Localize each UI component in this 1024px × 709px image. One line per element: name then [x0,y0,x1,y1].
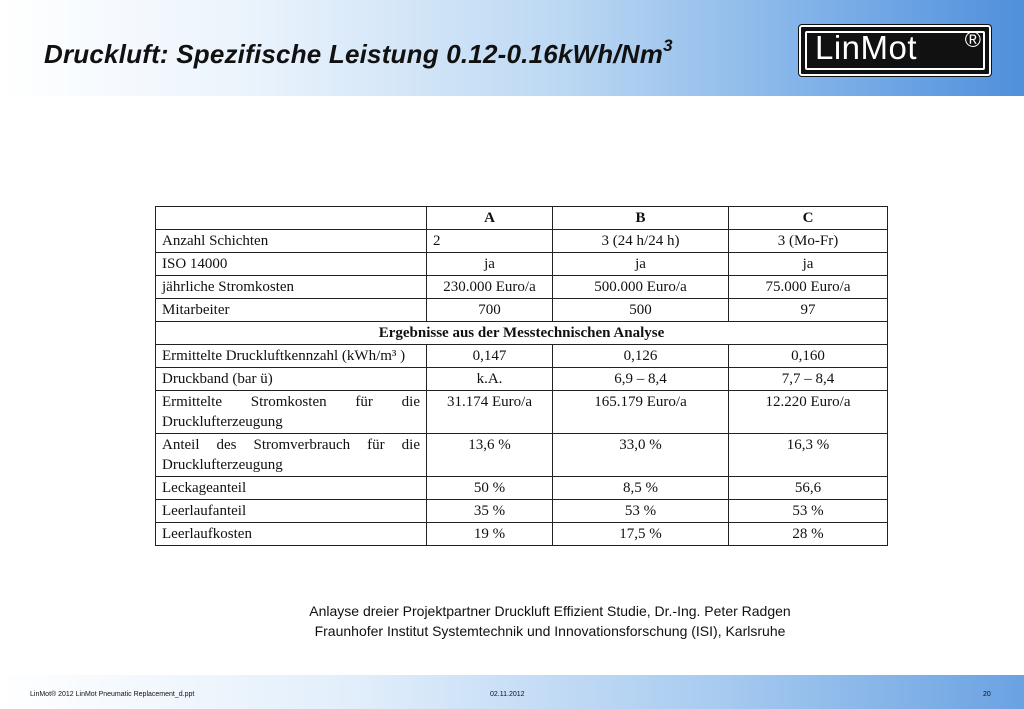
column-header: A [427,207,553,230]
table-cell: k.A. [427,368,553,391]
row-label: Ermittelte Druckluftkennzahl (kWh/m³ ) [156,345,427,368]
table-row [156,276,888,299]
row-label: Anteil des Stromverbrauch für die Drucklufterzeugung [156,434,427,477]
table-cell: ja [553,253,729,276]
row-label: Ermittelte Stromkosten für die Drucklufterzeugung [156,391,427,434]
table-row [156,253,888,276]
slide-title-text: Druckluft: Spezifische Leistung 0.12-0.16kWh/Nm [44,39,664,69]
table-header-row [156,207,888,230]
table-cell: 28 % [729,523,888,546]
row-label: Mitarbeiter [156,299,427,322]
table-row [156,299,888,322]
table-cell: 16,3 % [729,434,888,477]
column-header: C [729,207,888,230]
registered-mark-icon: ® [964,27,981,52]
table-cell: 12.220 Euro/a [729,391,888,434]
table-cell: ja [729,253,888,276]
row-label: Leckageanteil [156,477,427,500]
table-row [156,368,888,391]
table-cell: 53 % [553,500,729,523]
table-cell: 0,147 [427,345,553,368]
table-cell: 19 % [427,523,553,546]
table-cell: 97 [729,299,888,322]
slide-title-superscript: 3 [663,36,673,55]
section-header-row [156,322,888,345]
table-cell: 230.000 Euro/a [427,276,553,299]
table-cell: 500.000 Euro/a [553,276,729,299]
table-cell: 17,5 % [553,523,729,546]
caption-line-2: Fraunhofer Institut Systemtechnik und Innovationsforschung (ISI), Karlsruhe [314,623,786,639]
table-cell: 6,9 – 8,4 [553,368,729,391]
column-header [156,207,427,230]
footer-date: 02.11.2012 [490,691,525,698]
table-cell: 0,126 [553,345,729,368]
slide-title [44,36,673,70]
table-cell: 0,160 [729,345,888,368]
comparison-table [155,206,888,546]
table-cell: 165.179 Euro/a [553,391,729,434]
column-header: B [553,207,729,230]
table-row [156,523,888,546]
table-row [156,345,888,368]
table-cell: 13,6 % [427,434,553,477]
table-cell: ja [427,253,553,276]
row-label: Leerlaufkosten [156,523,427,546]
table-cell: 53 % [729,500,888,523]
table-cell: 2 [427,230,553,253]
table-row [156,477,888,500]
table-cell: 7,7 – 8,4 [729,368,888,391]
row-label: Druckband (bar ü) [156,368,427,391]
table-cell: 3 (Mo-Fr) [729,230,888,253]
table-row [156,230,888,253]
table-row [156,391,888,434]
table-row [156,500,888,523]
table-cell: 8,5 % [553,477,729,500]
table-cell: 50 % [427,477,553,500]
row-label: ISO 14000 [156,253,427,276]
table-row [156,434,888,477]
row-label: Leerlaufanteil [156,500,427,523]
table-cell: 500 [553,299,729,322]
section-title: Ergebnisse aus der Messtechnischen Analyse [156,322,888,345]
table-cell: 31.174 Euro/a [427,391,553,434]
footer-file-label: LinMot® 2012 LinMot Pneumatic Replacement_d.ppt [30,691,195,698]
table-cell: 56,6 [729,477,888,500]
table-cell: 33,0 % [553,434,729,477]
table-cell: 75.000 Euro/a [729,276,888,299]
footer-page-number: 20 [983,691,991,698]
table-cell: 700 [427,299,553,322]
row-label: jährliche Stromkosten [156,276,427,299]
comparison-table-container [155,206,887,566]
table-cell: 3 (24 h/24 h) [553,230,729,253]
row-label: Anzahl Schichten [156,230,427,253]
logo-text: LinMot [815,29,918,66]
caption-line-1: Anlayse dreier Projektpartner Druckluft Effizient Studie, Dr.-Ing. Peter Radgen [309,603,791,619]
table-cell: 35 % [427,500,553,523]
source-caption [240,601,860,641]
linmot-logo [799,25,991,76]
